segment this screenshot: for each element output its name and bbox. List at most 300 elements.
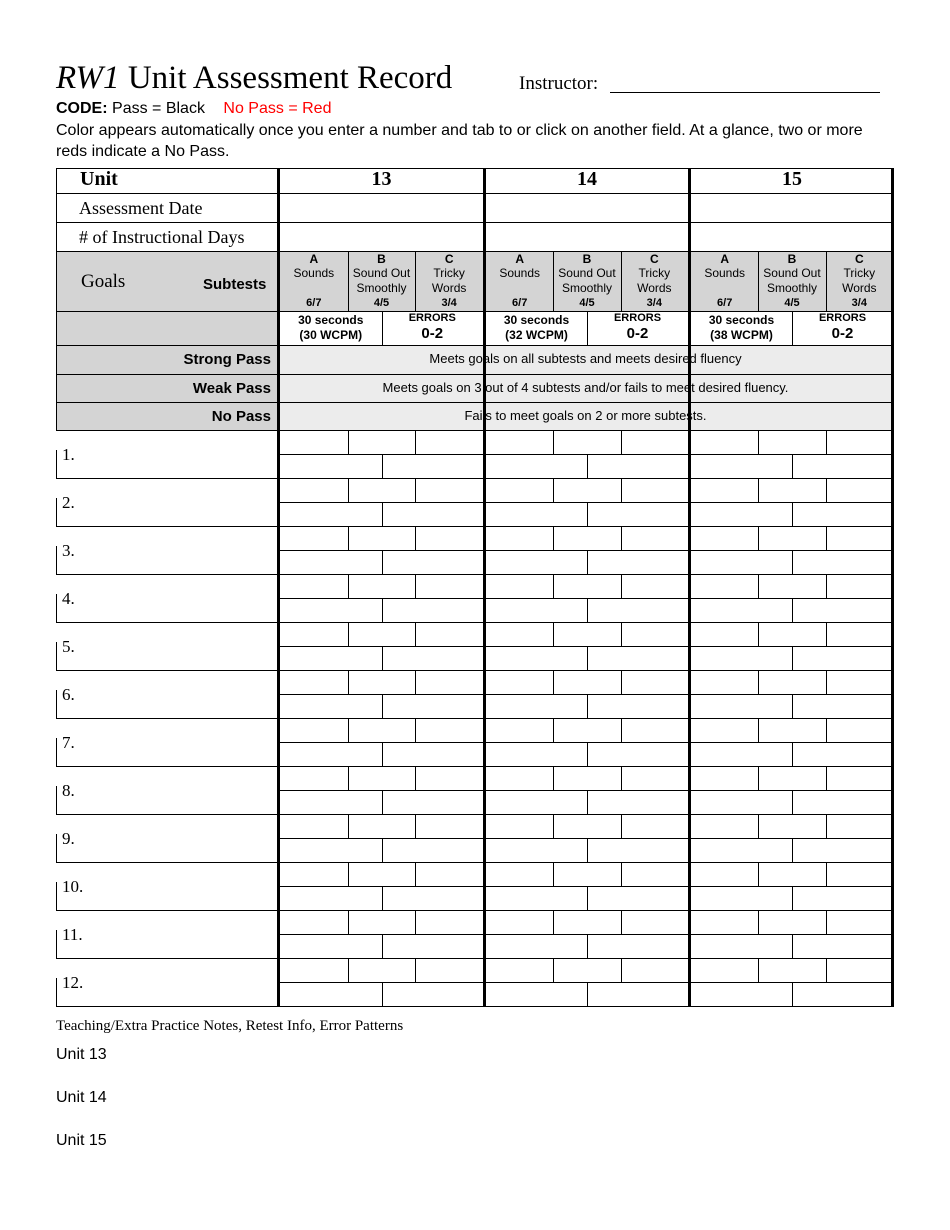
errors-score-input[interactable]	[382, 454, 484, 478]
student-name-underline	[56, 862, 278, 863]
subtest-score-input[interactable]	[691, 574, 758, 598]
errors-score-input[interactable]	[587, 790, 688, 814]
subtest-name: Smoothly	[561, 281, 612, 295]
subtest-score-input[interactable]	[348, 622, 416, 646]
subtest-name: Sounds	[293, 266, 335, 280]
fluency-score-input[interactable]	[486, 598, 587, 622]
subtest-goal: 6/7	[717, 297, 733, 309]
subtest-score-input[interactable]	[621, 862, 688, 886]
subtest-score-input[interactable]	[415, 430, 483, 454]
errors-score-input[interactable]	[587, 742, 688, 766]
student-bracket	[56, 642, 57, 670]
notes-unit-15[interactable]: Unit 15	[56, 1132, 107, 1149]
notes-heading: Teaching/Extra Practice Notes, Retest Info, Error Patterns	[56, 1018, 404, 1034]
subtest-score-input[interactable]	[826, 574, 893, 598]
errors-score-input[interactable]	[792, 694, 893, 718]
errors-score-input[interactable]	[382, 502, 484, 526]
table-left-border	[56, 168, 57, 430]
student-number: 10.	[62, 877, 84, 896]
subtest-name: Tricky	[433, 266, 465, 280]
errors-score-input[interactable]	[792, 838, 893, 862]
subtest-score-input[interactable]	[621, 574, 688, 598]
student-number: 2.	[62, 493, 75, 512]
student-number: 3.	[62, 541, 75, 560]
subtest-score-input[interactable]	[553, 670, 620, 694]
subtest-score-input[interactable]	[486, 430, 553, 454]
fluency-score-input[interactable]	[691, 934, 792, 958]
student-bracket	[56, 546, 57, 574]
subtest-name: Smoothly	[356, 281, 407, 295]
subtest-score-input[interactable]	[280, 670, 348, 694]
fluency-wcpm: (38 WCPM)	[710, 328, 773, 342]
errors-score-input[interactable]	[382, 646, 484, 670]
subtest-score-input[interactable]	[758, 862, 825, 886]
subtest-score-input[interactable]	[758, 718, 825, 742]
subtest-score-input[interactable]	[415, 910, 483, 934]
unit-number: 15	[782, 168, 802, 190]
subtest-score-input[interactable]	[348, 670, 416, 694]
subtest-score-input[interactable]	[758, 910, 825, 934]
student-name-underline	[56, 1006, 278, 1007]
errors-score-input[interactable]	[792, 934, 893, 958]
student-bracket	[56, 882, 57, 910]
errors-label: ERRORS	[818, 312, 867, 324]
subtest-score-input[interactable]	[348, 766, 416, 790]
criteria-label: Weak Pass	[192, 380, 271, 397]
subtest-score-input[interactable]	[415, 718, 483, 742]
score-row-rule	[280, 1006, 483, 1007]
subtest-score-input[interactable]	[486, 910, 553, 934]
table-rule	[56, 345, 893, 346]
subtest-score-input[interactable]	[415, 670, 483, 694]
subtest-score-input[interactable]	[691, 526, 758, 550]
student-name-input[interactable]	[81, 960, 276, 1004]
subtest-name: Smoothly	[766, 281, 817, 295]
subtest-letter: A	[309, 252, 319, 266]
fluency-score-input[interactable]	[280, 646, 382, 670]
subtest-goal: 3/4	[851, 297, 867, 309]
student-bracket	[56, 738, 57, 766]
student-number: 8.	[62, 781, 75, 800]
subtest-score-input[interactable]	[621, 766, 688, 790]
fluency-score-input[interactable]	[691, 694, 792, 718]
subtest-score-input[interactable]	[415, 958, 483, 982]
fluency-score-input[interactable]	[486, 454, 587, 478]
errors-goal: 0-2	[421, 325, 444, 342]
fluency-score-input[interactable]	[280, 550, 382, 574]
fluency-score-input[interactable]	[691, 598, 792, 622]
fluency-time: 30 seconds	[503, 313, 570, 327]
instructional-days-input[interactable]	[691, 222, 893, 251]
errors-score-input[interactable]	[382, 790, 484, 814]
fluency-score-input[interactable]	[691, 502, 792, 526]
subtest-score-input[interactable]	[415, 766, 483, 790]
subtest-score-input[interactable]	[486, 958, 553, 982]
errors-score-input[interactable]	[587, 646, 688, 670]
subtest-score-input[interactable]	[280, 718, 348, 742]
fluency-score-input[interactable]	[691, 838, 792, 862]
errors-score-input[interactable]	[382, 982, 484, 1006]
student-name-input[interactable]	[81, 480, 276, 524]
subtest-score-input[interactable]	[621, 670, 688, 694]
subtest-score-input[interactable]	[348, 574, 416, 598]
fluency-score-input[interactable]	[486, 646, 587, 670]
subtest-goal: 4/5	[784, 297, 800, 309]
subtest-score-input[interactable]	[486, 670, 553, 694]
subtest-letter: C	[854, 252, 864, 266]
subtest-score-input[interactable]	[415, 814, 483, 838]
errors-score-input[interactable]	[587, 550, 688, 574]
subtest-score-input[interactable]	[280, 574, 348, 598]
errors-score-input[interactable]	[792, 550, 893, 574]
fluency-score-input[interactable]	[691, 886, 792, 910]
subtest-score-input[interactable]	[691, 958, 758, 982]
score-row-rule	[486, 1006, 688, 1007]
student-number: 11.	[62, 925, 83, 944]
subtest-score-input[interactable]	[621, 622, 688, 646]
student-bracket	[56, 834, 57, 862]
subtest-score-input[interactable]	[826, 478, 893, 502]
errors-score-input[interactable]	[792, 598, 893, 622]
errors-label: ERRORS	[613, 312, 662, 324]
criteria-description: Fails to meet goals on 2 or more subtests.	[464, 408, 707, 423]
assessment-date-label: Assessment Date	[79, 198, 203, 218]
subtest-score-input[interactable]	[280, 478, 348, 502]
subtest-letter: C	[649, 252, 659, 266]
errors-score-input[interactable]	[792, 646, 893, 670]
student-name-input[interactable]	[81, 768, 276, 812]
assessment-date-input[interactable]	[280, 193, 483, 222]
student-bracket	[56, 786, 57, 814]
student-name-underline	[56, 718, 278, 719]
errors-score-input[interactable]	[382, 886, 484, 910]
errors-label: ERRORS	[408, 312, 456, 324]
subtest-score-input[interactable]	[280, 862, 348, 886]
subtest-score-input[interactable]	[691, 430, 758, 454]
student-name-underline	[56, 574, 278, 575]
subtest-score-input[interactable]	[691, 766, 758, 790]
errors-score-input[interactable]	[587, 838, 688, 862]
subtest-letter: B	[582, 252, 592, 266]
instructional-days-input[interactable]	[280, 222, 483, 251]
errors-score-input[interactable]	[792, 454, 893, 478]
subtest-score-input[interactable]	[621, 430, 688, 454]
student-number: 5.	[62, 637, 75, 656]
fluency-score-input[interactable]	[486, 550, 587, 574]
assessment-date-input[interactable]	[486, 193, 688, 222]
subtest-score-input[interactable]	[415, 478, 483, 502]
fluency-score-input[interactable]	[691, 982, 792, 1006]
unit-label: Unit	[80, 168, 118, 190]
subtest-score-input[interactable]	[691, 910, 758, 934]
subtest-score-input[interactable]	[280, 958, 348, 982]
subtest-score-input[interactable]	[691, 718, 758, 742]
student-name-input[interactable]	[81, 528, 276, 572]
student-name-input[interactable]	[81, 864, 276, 908]
student-number: 6.	[62, 685, 75, 704]
errors-score-input[interactable]	[587, 886, 688, 910]
fluency-time: 30 seconds	[708, 313, 775, 327]
pass-legend: Pass = Black	[112, 100, 205, 117]
subtest-name: Sound Out	[558, 266, 616, 280]
subtest-score-input[interactable]	[553, 574, 620, 598]
student-name-input[interactable]	[81, 672, 276, 716]
subtest-score-input[interactable]	[758, 670, 825, 694]
subtest-score-input[interactable]	[486, 862, 553, 886]
notes-unit-14[interactable]: Unit 14	[56, 1089, 107, 1106]
subtest-score-input[interactable]	[486, 814, 553, 838]
subtest-score-input[interactable]	[553, 910, 620, 934]
student-bracket	[56, 498, 57, 526]
errors-score-input[interactable]	[587, 694, 688, 718]
fluency-score-input[interactable]	[280, 502, 382, 526]
errors-score-input[interactable]	[382, 838, 484, 862]
subtest-score-input[interactable]	[415, 526, 483, 550]
subtest-score-input[interactable]	[621, 910, 688, 934]
student-name-input[interactable]	[81, 576, 276, 620]
subtest-name: Words	[637, 281, 672, 295]
errors-score-input[interactable]	[587, 502, 688, 526]
errors-goal: 0-2	[626, 325, 649, 342]
errors-score-input[interactable]	[792, 982, 893, 1006]
subtest-score-input[interactable]	[348, 862, 416, 886]
subtest-score-input[interactable]	[758, 430, 825, 454]
subtest-score-input[interactable]	[553, 430, 620, 454]
subtest-score-input[interactable]	[486, 766, 553, 790]
subtest-score-input[interactable]	[348, 478, 416, 502]
subtest-name: Sounds	[499, 266, 541, 280]
subtest-score-input[interactable]	[826, 622, 893, 646]
errors-score-input[interactable]	[587, 454, 688, 478]
subtest-score-input[interactable]	[553, 718, 620, 742]
fluency-score-input[interactable]	[280, 742, 382, 766]
subtest-score-input[interactable]	[826, 910, 893, 934]
fluency-score-input[interactable]	[280, 694, 382, 718]
subtest-score-input[interactable]	[553, 478, 620, 502]
subtest-score-input[interactable]	[691, 862, 758, 886]
student-number: 9.	[62, 829, 75, 848]
fluency-wcpm: (30 WCPM)	[299, 328, 363, 342]
subtest-score-input[interactable]	[553, 526, 620, 550]
subtest-name: Tricky	[638, 266, 671, 280]
errors-score-input[interactable]	[587, 982, 688, 1006]
fluency-score-input[interactable]	[691, 790, 792, 814]
errors-score-input[interactable]	[587, 598, 688, 622]
student-number: 1.	[62, 445, 75, 464]
student-name-input[interactable]	[81, 816, 276, 860]
subtest-score-input[interactable]	[280, 526, 348, 550]
student-bracket	[56, 978, 57, 1006]
subtest-score-input[interactable]	[691, 622, 758, 646]
subtest-score-input[interactable]	[553, 862, 620, 886]
subtest-score-input[interactable]	[348, 910, 416, 934]
student-number: 12.	[62, 973, 84, 992]
subtest-goal: 3/4	[441, 297, 457, 309]
subtest-score-input[interactable]	[826, 862, 893, 886]
subtest-score-input[interactable]	[348, 958, 416, 982]
instructions-text: Color appears automatically once you enter a number and tab to or click on another field. At a glance, two or more reds indicate a No Pass.	[56, 122, 863, 160]
student-number: 7.	[62, 733, 75, 752]
fluency-score-input[interactable]	[486, 502, 587, 526]
subtests-label: Subtests	[203, 276, 267, 293]
subtest-score-input[interactable]	[691, 814, 758, 838]
student-name-underline	[56, 526, 278, 527]
errors-score-input[interactable]	[382, 934, 484, 958]
fluency-score-input[interactable]	[691, 646, 792, 670]
subtest-score-input[interactable]	[280, 622, 348, 646]
student-number: 4.	[62, 589, 75, 608]
errors-score-input[interactable]	[587, 934, 688, 958]
subtest-score-input[interactable]	[691, 478, 758, 502]
criteria-label: No Pass	[211, 408, 271, 425]
criteria-label: Strong Pass	[183, 351, 271, 368]
student-name-underline	[56, 622, 278, 623]
fluency-time: 30 seconds	[298, 313, 364, 327]
fluency-score-input[interactable]	[486, 790, 587, 814]
student-bracket	[56, 450, 57, 478]
subtest-score-input[interactable]	[486, 478, 553, 502]
subtest-score-input[interactable]	[553, 814, 620, 838]
subtest-score-input[interactable]	[486, 622, 553, 646]
student-name-underline	[56, 670, 278, 671]
fluency-score-input[interactable]	[280, 454, 382, 478]
errors-score-input[interactable]	[382, 694, 484, 718]
subtest-score-input[interactable]	[621, 526, 688, 550]
student-name-input[interactable]	[81, 624, 276, 668]
subtest-goal: 4/5	[579, 297, 595, 309]
subtest-score-input[interactable]	[758, 526, 825, 550]
errors-score-input[interactable]	[382, 550, 484, 574]
fluency-score-input[interactable]	[486, 838, 587, 862]
subtest-score-input[interactable]	[826, 718, 893, 742]
subtest-score-input[interactable]	[348, 526, 416, 550]
subtest-goal: 6/7	[512, 297, 528, 309]
fluency-score-input[interactable]	[486, 934, 587, 958]
fluency-score-input[interactable]	[280, 790, 382, 814]
fluency-score-input[interactable]	[691, 550, 792, 574]
subtest-score-input[interactable]	[553, 958, 620, 982]
subtest-score-input[interactable]	[348, 718, 416, 742]
goals-label: Goals	[81, 271, 126, 292]
subtest-score-input[interactable]	[758, 958, 825, 982]
subtest-letter: A	[515, 252, 524, 266]
subtest-letter: C	[444, 252, 454, 266]
student-name-input[interactable]	[81, 432, 276, 476]
subtest-score-input[interactable]	[553, 766, 620, 790]
student-name-input[interactable]	[81, 912, 276, 956]
student-name-input[interactable]	[81, 720, 276, 764]
subtest-score-input[interactable]	[758, 574, 825, 598]
student-bracket	[56, 930, 57, 958]
subtest-score-input[interactable]	[758, 766, 825, 790]
subtest-score-input[interactable]	[280, 910, 348, 934]
fluency-score-input[interactable]	[486, 694, 587, 718]
unit-number: 14	[577, 168, 597, 190]
fluency-score-input[interactable]	[691, 742, 792, 766]
subtest-score-input[interactable]	[826, 430, 893, 454]
subtest-score-input[interactable]	[758, 478, 825, 502]
fluency-score-input[interactable]	[486, 742, 587, 766]
subtest-score-input[interactable]	[415, 862, 483, 886]
subtest-score-input[interactable]	[826, 526, 893, 550]
assessment-date-input[interactable]	[691, 193, 893, 222]
score-row-rule	[691, 1006, 893, 1007]
instructional-days-input[interactable]	[486, 222, 688, 251]
title-text: Unit Assessment Record	[127, 60, 453, 96]
errors-score-input[interactable]	[792, 790, 893, 814]
subtest-name: Sound Out	[352, 266, 411, 280]
student-name-underline	[56, 814, 278, 815]
subtest-name: Words	[431, 281, 467, 295]
subtest-score-input[interactable]	[826, 766, 893, 790]
subtest-score-input[interactable]	[280, 430, 348, 454]
subtest-score-input[interactable]	[553, 622, 620, 646]
subtest-letter: B	[377, 252, 386, 266]
fluency-score-input[interactable]	[691, 454, 792, 478]
subtest-score-input[interactable]	[348, 430, 416, 454]
code-label: CODE:	[56, 100, 108, 117]
notes-unit-13[interactable]: Unit 13	[56, 1046, 107, 1063]
subtest-score-input[interactable]	[758, 814, 825, 838]
errors-goal: 0-2	[831, 325, 854, 342]
subtest-score-input[interactable]	[486, 526, 553, 550]
subtest-score-input[interactable]	[826, 814, 893, 838]
criteria-description: Meets goals on 3 out of 4 subtests and/or fails to meet desired fluency.	[382, 380, 789, 395]
subtest-goal: 4/5	[373, 297, 390, 309]
subtest-name: Sound Out	[763, 266, 821, 280]
fluency-score-input[interactable]	[280, 598, 382, 622]
subtest-name: Sounds	[704, 266, 746, 280]
errors-score-input[interactable]	[382, 742, 484, 766]
fluency-score-input[interactable]	[280, 982, 382, 1006]
errors-score-input[interactable]	[382, 598, 484, 622]
fluency-score-input[interactable]	[280, 934, 382, 958]
subtest-letter: A	[720, 252, 729, 266]
errors-score-input[interactable]	[792, 886, 893, 910]
table-rule	[56, 374, 893, 375]
student-name-underline	[56, 958, 278, 959]
subtest-score-input[interactable]	[280, 766, 348, 790]
student-name-underline	[56, 766, 278, 767]
subtest-score-input[interactable]	[758, 622, 825, 646]
goals-shading	[56, 251, 278, 345]
errors-score-input[interactable]	[792, 742, 893, 766]
subtest-score-input[interactable]	[621, 814, 688, 838]
subtest-score-input[interactable]	[826, 670, 893, 694]
fluency-score-input[interactable]	[280, 886, 382, 910]
subtest-score-input[interactable]	[621, 478, 688, 502]
subtest-score-input[interactable]	[486, 718, 553, 742]
title-program: RW1	[56, 60, 120, 96]
subtest-score-input[interactable]	[415, 574, 483, 598]
fluency-score-input[interactable]	[280, 838, 382, 862]
subtest-letter: B	[787, 252, 797, 266]
subtest-score-input[interactable]	[691, 670, 758, 694]
subtest-score-input[interactable]	[621, 718, 688, 742]
student-name-underline	[56, 910, 278, 911]
subtest-score-input[interactable]	[280, 814, 348, 838]
subtest-score-input[interactable]	[348, 814, 416, 838]
fluency-score-input[interactable]	[486, 982, 587, 1006]
table-rule	[56, 402, 893, 403]
subtest-score-input[interactable]	[621, 958, 688, 982]
fluency-score-input[interactable]	[486, 886, 587, 910]
subtest-score-input[interactable]	[415, 622, 483, 646]
subtest-score-input[interactable]	[486, 574, 553, 598]
instructor-label: Instructor:	[519, 73, 599, 94]
subtest-score-input[interactable]	[826, 958, 893, 982]
errors-score-input[interactable]	[792, 502, 893, 526]
